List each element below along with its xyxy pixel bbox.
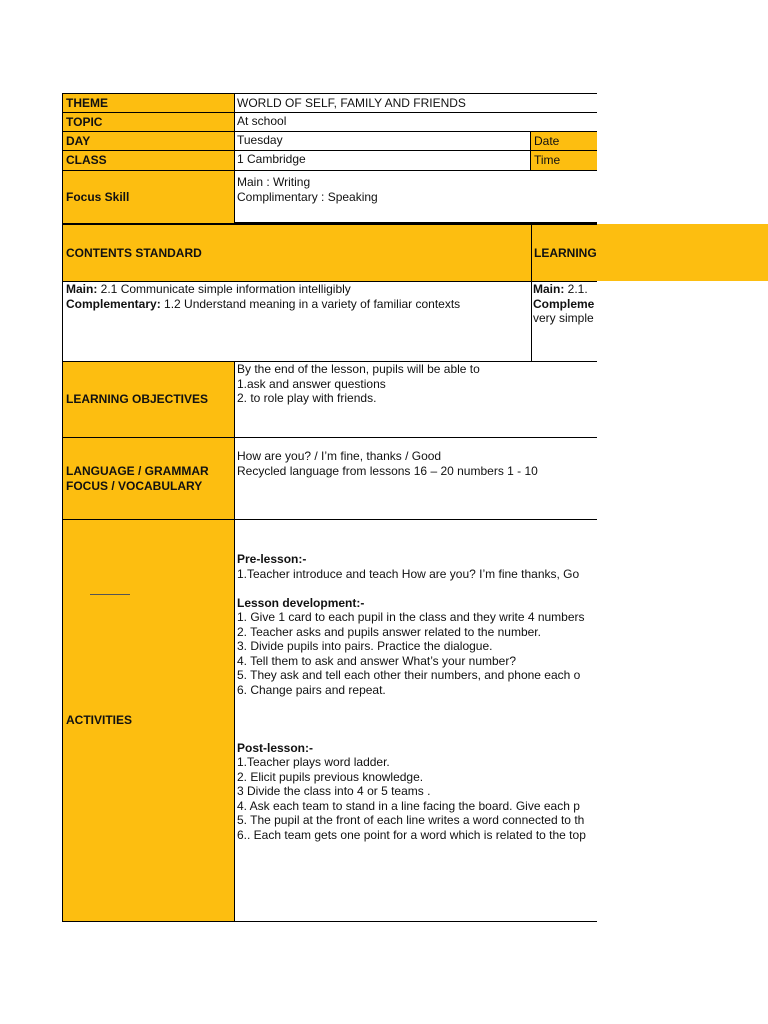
focus-skill-main: Main : Writing: [237, 175, 311, 189]
lo-line: 1.ask and answer questions: [237, 376, 386, 391]
lo-line: 2. to role play with friends.: [237, 391, 377, 405]
theme-label: THEME: [62, 93, 235, 113]
class-label: CLASS: [62, 150, 235, 171]
contents-standard-header: CONTENTS STANDARD: [62, 223, 532, 282]
post-line: 2. Elicit pupils previous knowledge.: [237, 769, 424, 784]
dev-line: 1. Give 1 card to each pupil in the class and they write 4 numbers: [237, 610, 585, 624]
dev-line: 3. Divide pupils into pairs. Practice the dialogue.: [237, 639, 493, 653]
time-label: Time: [530, 150, 597, 171]
lf-line: Recycled language from lessons 16 – 20 numbers 1 - 10: [237, 463, 538, 478]
language-focus-label-line1: LANGUAGE / GRAMMAR: [66, 464, 209, 478]
post-line: 4. Ask each team to stand in a line facing the board. Give each p: [237, 798, 580, 813]
contents-standard-body: [62, 281, 532, 362]
divider-line: [90, 594, 130, 595]
learning-standard-body: [531, 281, 597, 362]
post-line: 6.. Each team gets one point for a word which is related to the top: [237, 827, 586, 842]
dev-line: 5. They ask and tell each other their numbers, and phone each o: [237, 668, 581, 682]
lf-line: How are you? / I’m fine, thanks / Good: [237, 449, 442, 463]
language-focus-label-line2: FOCUS / VOCABULARY: [66, 478, 203, 493]
cs-main-label: Main:: [66, 282, 98, 296]
cs-comp-text: 1.2 Understand meaning in a variety of familiar contexts: [160, 296, 461, 311]
language-focus-body: [234, 437, 597, 520]
post-lesson-heading: Post-lesson:-: [237, 740, 314, 755]
date-label: Date: [530, 131, 597, 151]
ls-main-label: Main:: [533, 282, 565, 296]
cs-main-text: 2.1 Communicate simple information intelligibly: [97, 282, 351, 296]
learning-objectives-label: LEARNING OBJECTIVES: [62, 361, 235, 438]
day-value: Tuesday: [234, 131, 531, 151]
focus-skill-complementary: Complimentary : Speaking: [237, 189, 378, 204]
ls-comp-label: Compleme: [533, 296, 595, 311]
class-value: 1 Cambridge: [234, 150, 531, 171]
day-label: DAY: [62, 131, 235, 151]
theme-value: WORLD OF SELF, FAMILY AND FRIENDS: [234, 93, 597, 113]
ls-main-text: 2.1.: [564, 282, 588, 296]
focus-skill-value: [234, 170, 597, 224]
topic-label: TOPIC: [62, 112, 235, 132]
cs-comp-label: Complementary:: [66, 296, 161, 311]
topic-value: At school: [234, 112, 597, 132]
activities-body: [234, 519, 597, 922]
pre-lesson-line: 1.Teacher introduce and teach How are you? I’m fine thanks, Go: [237, 566, 580, 581]
lo-line: By the end of the lesson, pupils will be able to: [237, 362, 480, 376]
header-ribbon: [597, 224, 768, 281]
focus-skill-label: Focus Skill: [62, 170, 235, 224]
dev-line: 4. Tell them to ask and answer What’s your number?: [237, 653, 517, 668]
post-line: 3 Divide the class into 4 or 5 teams .: [237, 784, 431, 798]
ls-extra-text: very simple: [533, 311, 594, 325]
lesson-development-heading: Lesson development:-: [237, 595, 365, 610]
dev-line: 2. Teacher asks and pupils answer related to the number.: [237, 624, 541, 639]
learning-standard-header: LEARNING: [531, 223, 597, 282]
learning-objectives-body: [234, 361, 597, 438]
pre-lesson-heading: Pre-lesson:-: [237, 552, 307, 566]
language-focus-label: [62, 437, 235, 520]
post-line: 1.Teacher plays word ladder.: [237, 755, 390, 769]
activities-label: ACTIVITIES: [62, 519, 235, 922]
dev-line: 6. Change pairs and repeat.: [237, 682, 386, 697]
post-line: 5. The pupil at the front of each line writes a word connected to th: [237, 813, 585, 827]
